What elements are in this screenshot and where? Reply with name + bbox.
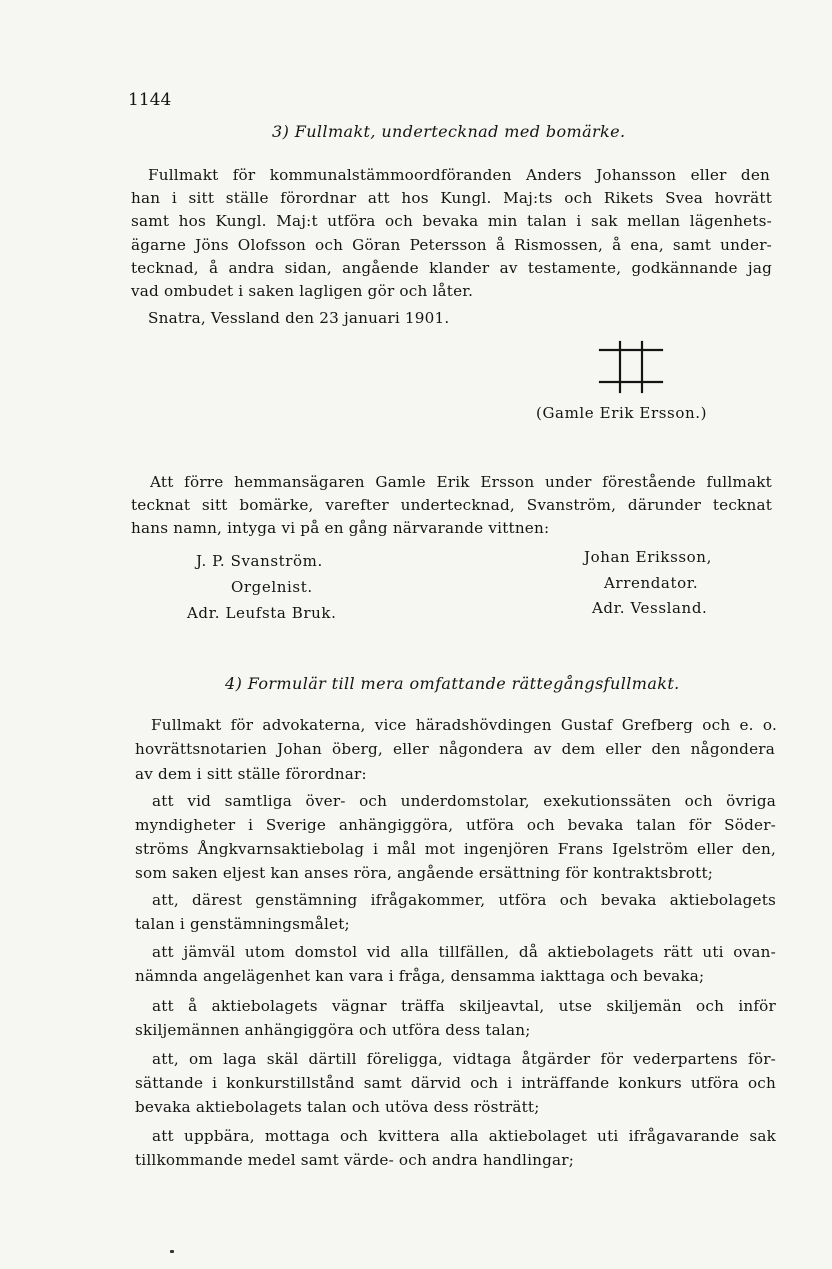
text-line: tecknad, å andra sidan, angående klander av testamente, godkännande jag xyxy=(131,259,772,277)
section-heading: 3) Fullmakt, undertecknad med bomärke. xyxy=(272,122,626,141)
text-line: hovrättsnotarien Johan öberg, eller någondera av dem eller den någondera xyxy=(135,740,775,758)
text-line: Fullmakt för kommunalstämmoordföranden Anders Johansson eller den xyxy=(148,166,770,184)
text-line: som saken eljest kan anses röra, angående ersättning för kontraktsbrott; xyxy=(135,864,714,882)
text-line: nämnda angelägenhet kan vara i fråga, densamma iakttaga och bevaka; xyxy=(135,967,705,985)
text-line: hans namn, intyga vi på en gång närvarande vittnen: xyxy=(131,519,550,537)
section-heading: 4) Formulär till mera omfattande rättegångsfullmakt. xyxy=(225,674,680,693)
text-line: att vid samtliga över- och underdomstolar, exekutionssäten och övriga xyxy=(152,792,776,810)
text-line: tillkommande medel samt värde- och andra handlingar; xyxy=(135,1151,575,1169)
witness-left-title: Orgelnist. xyxy=(231,578,313,596)
text-line: ägarne Jöns Olofsson och Göran Petersson å Rismossen, å ena, samt under- xyxy=(131,236,772,254)
text-line: skiljemännen anhängiggöra och utföra dess talan; xyxy=(135,1021,531,1039)
text-line: att å aktiebolagets vägnar träffa skiljeavtal, utse skiljemän och inför xyxy=(152,997,776,1015)
text-line: talan i genstämningsmålet; xyxy=(135,915,350,933)
witness-right-address: Adr. Vessland. xyxy=(592,599,708,617)
text-line: myndigheter i Sverige anhängiggöra, utföra och bevaka talan för Söder- xyxy=(135,816,776,834)
text-line: att jämväl utom domstol vid alla tillfällen, då aktiebolagets rätt uti ovan- xyxy=(152,943,776,961)
text-line: vad ombudet i saken lagligen gör och låter. xyxy=(131,282,474,300)
witness-left-address: Adr. Leufsta Bruk. xyxy=(187,604,337,622)
page-number: 1144 xyxy=(128,90,172,110)
witness-left-name: J. P. Svanström. xyxy=(196,552,323,570)
witness-right-name: Johan Eriksson, xyxy=(584,548,712,566)
text-line: Fullmakt för advokaterna, vice häradshövdingen Gustaf Grefberg och e. o. xyxy=(151,716,777,734)
text-line: samt hos Kungl. Maj:t utföra och bevaka min talan i sak mellan lägenhets- xyxy=(131,212,772,230)
text-line: bevaka aktiebolagets talan och utöva dess rösträtt; xyxy=(135,1098,540,1116)
text-line: att, om laga skäl därtill föreligga, vidtaga åtgärder för vederpartens för- xyxy=(152,1050,776,1068)
signature-name: (Gamle Erik Ersson.) xyxy=(536,404,708,422)
place-date: Snatra, Vessland den 23 januari 1901. xyxy=(148,309,450,327)
print-speck xyxy=(170,1250,174,1253)
text-line: att uppbära, mottaga och kvittera alla aktiebolaget uti ifrågavarande sak xyxy=(152,1127,776,1145)
text-line: sättande i konkurstillstånd samt därvid och i inträffande konkurs utföra och xyxy=(135,1074,776,1092)
text-line: ströms Ångkvarnsaktiebolag i mål mot ingenjören Frans Igelström eller den, xyxy=(135,840,776,858)
text-line: Att förre hemmansägaren Gamle Erik Ersson under förestående fullmakt xyxy=(150,473,772,491)
text-line: av dem i sitt ställe förordnar: xyxy=(135,765,367,783)
text-line: tecknat sitt bomärke, varefter undertecknad, Svanström, därunder tecknat xyxy=(131,496,772,514)
witness-right-title: Arrendator. xyxy=(604,574,699,592)
house-mark-icon xyxy=(598,340,664,394)
text-line: att, därest genstämning ifrågakommer, utföra och bevaka aktiebolagets xyxy=(152,891,776,909)
text-line: han i sitt ställe förordnar att hos Kungl. Maj:ts och Rikets Svea hovrätt xyxy=(131,189,772,207)
